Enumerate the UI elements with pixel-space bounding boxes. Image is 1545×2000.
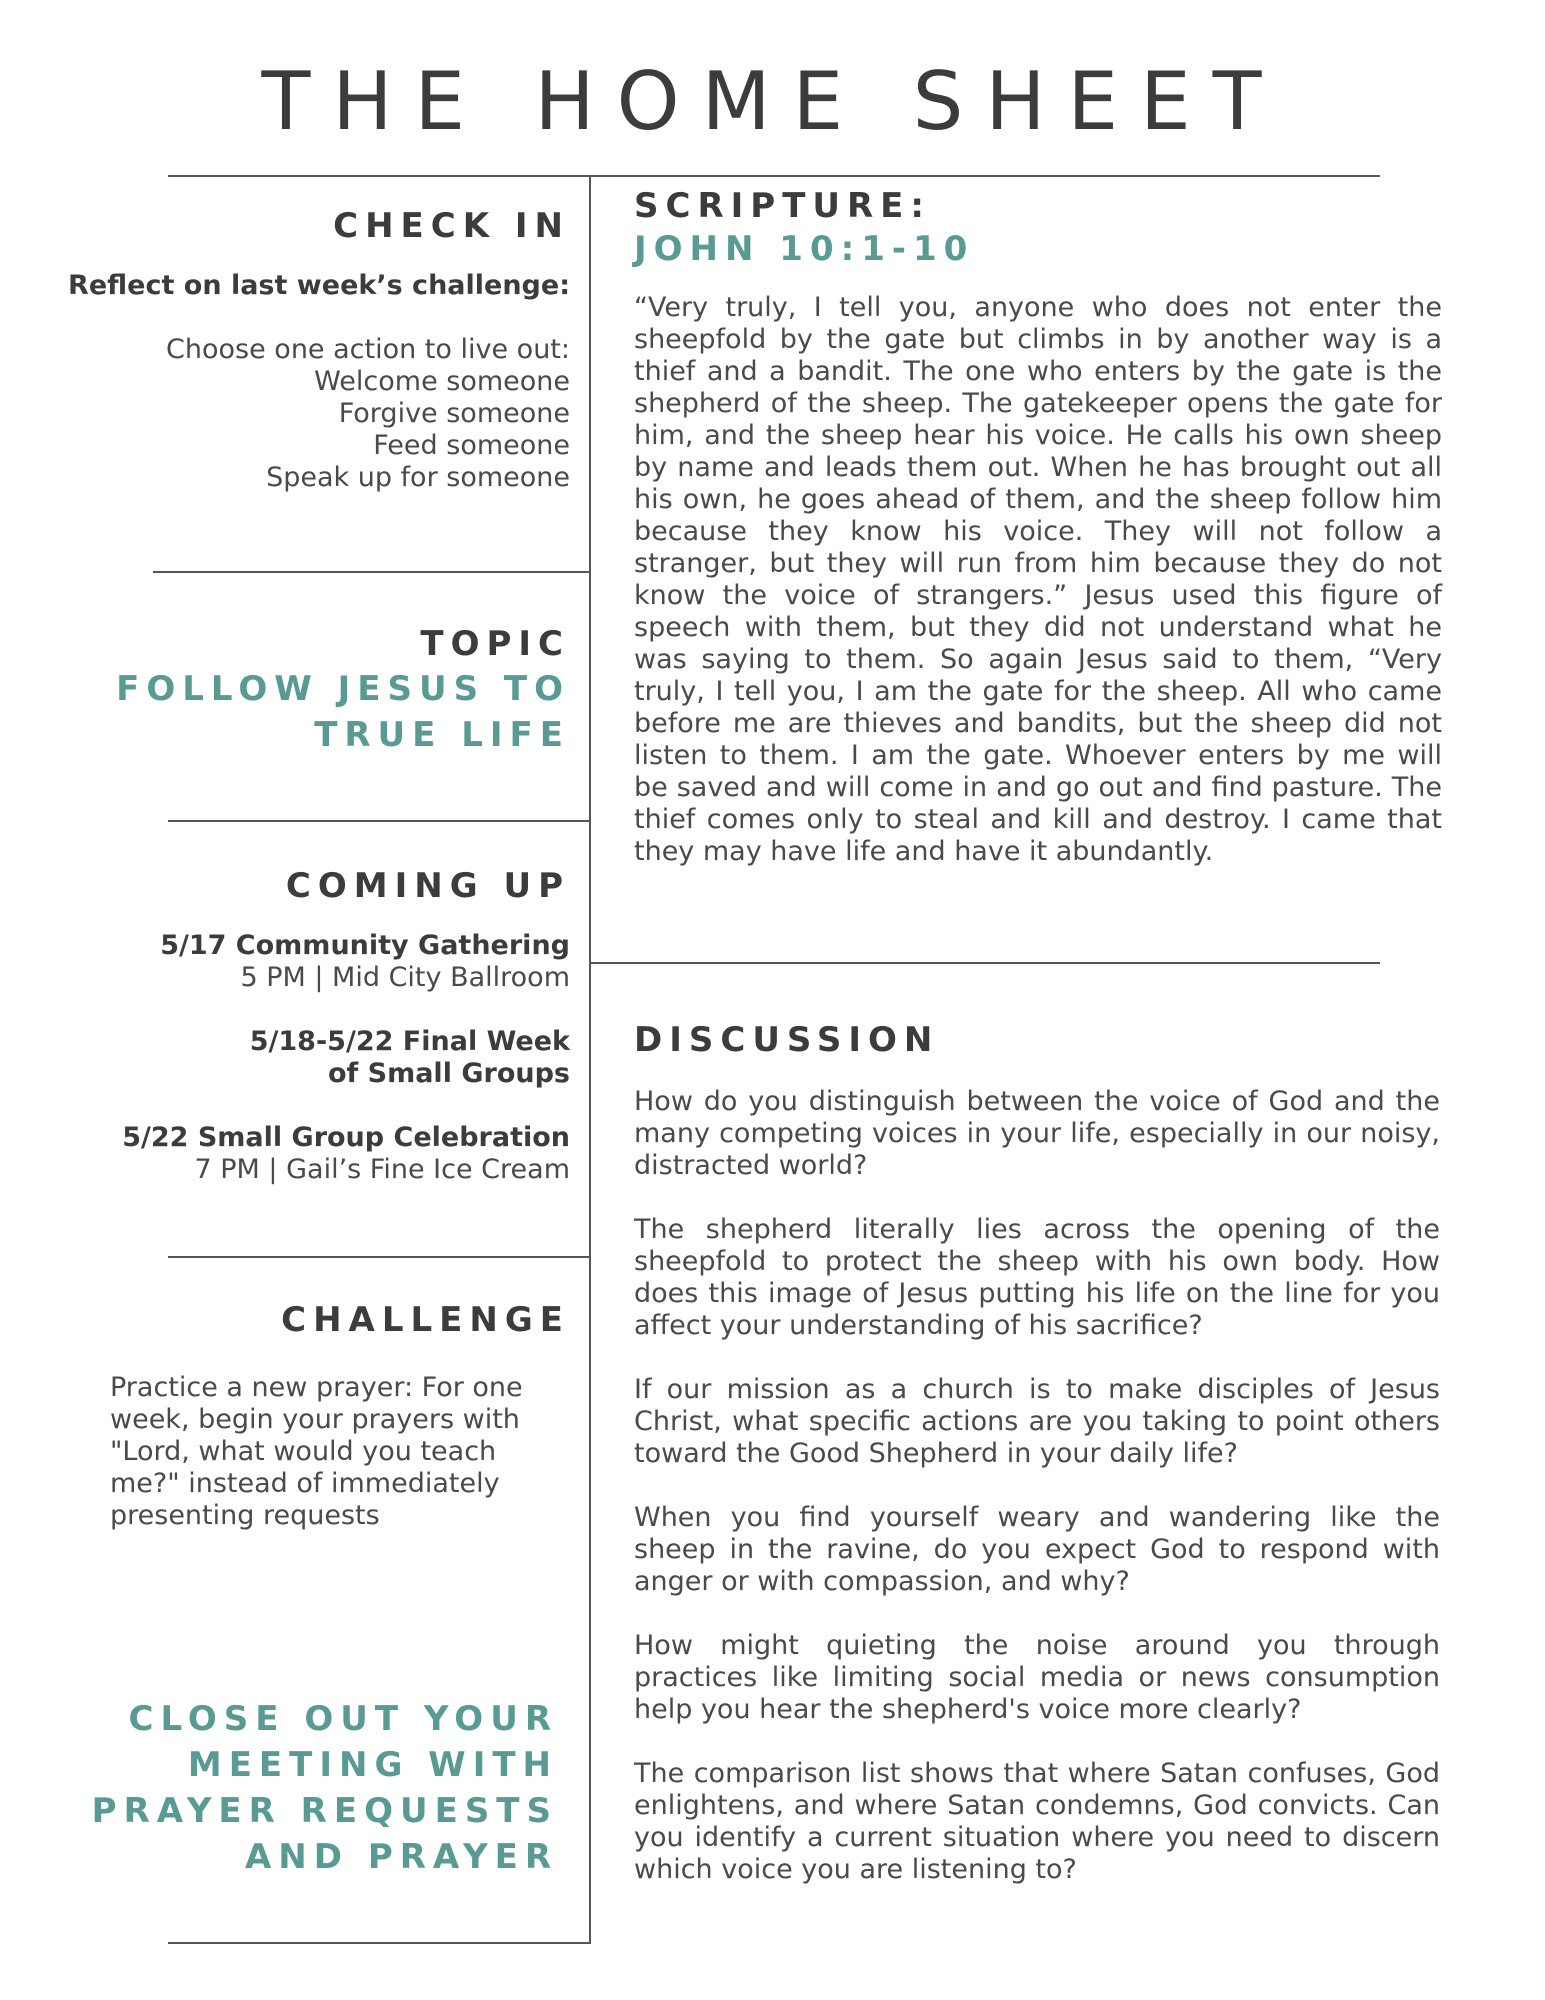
check-in-action: Speak up for someone (266, 462, 570, 493)
event-title: 5/22 Small Group Celebration (122, 1122, 570, 1153)
event-item (60, 1122, 570, 1186)
check-in-section (60, 204, 570, 494)
challenge-heading: CHALLENGE (281, 1300, 570, 1340)
page-title: THE HOME SHEET (261, 55, 1284, 148)
divider-topic-comingup (168, 820, 589, 822)
event-detail: 5 PM | Mid City Ballroom (240, 962, 570, 993)
discussion-question: The comparison list shows that where Satan confuses, God enlightens, and where Satan condemns, God convicts. Can you identify a current situation where you need to discern which voice you are listening to? (634, 1758, 1440, 1885)
check-in-choose: Choose one action to live out: (166, 334, 570, 365)
discussion-section (634, 1018, 1440, 1886)
divider-scripture-discussion (590, 962, 1380, 964)
discussion-question: The shepherd literally lies across the opening of the sheepfold to protect the sheep with his own body. How does this image of Jesus putting his life on the line for you affect your understanding of his sacrifice? (634, 1214, 1440, 1341)
center-divider (589, 176, 591, 1944)
scripture-heading: SCRIPTURE: (634, 186, 931, 226)
discussion-question: How do you distinguish between the voice of God and the many competing voices in your life, especially in our noisy, distracted world? (634, 1086, 1440, 1181)
close-out-section (60, 1696, 558, 1880)
topic-heading: TOPIC (420, 624, 570, 664)
check-in-reflect: Reflect on last week’s challenge: (68, 270, 570, 301)
coming-up-heading: COMING UP (285, 866, 570, 906)
discussion-question: When you find yourself weary and wandering like the sheep in the ravine, do you expect God to respond with anger or with compassion, and why? (634, 1502, 1440, 1597)
topic-title-line: TRUE LIFE (314, 715, 570, 755)
check-in-action: Feed someone (373, 430, 570, 461)
check-in-action: Welcome someone (314, 366, 570, 397)
scripture-text: “Very truly, I tell you, anyone who does not enter the sheepfold by the gate but climbs in by another way is a thief and a bandit. The one who enters by the gate is the shepherd of the sheep. The gatekeeper opens the gate for him, and the sheep hear his voice. He calls his own sheep by name and leads them out. When he has brought out all his own, he goes ahead of them, and the sheep follow him because they know his voice. They will not follow a stranger, but they will run from him because they do not know the voice of strangers.” Jesus used this figure of speech with them, but they did not understand what he was saying to them. So again Jesus said to them, “Very truly, I tell you, I am the gate for the sheep. All who came before me are thieves and bandits, but the sheep did not listen to them. I am the gate. Whoever enters by me will be saved and will come in and go out and find pasture. The thief comes only to steal and kill and destroy. I came that they may have life and have it abundantly. (634, 292, 1442, 867)
coming-up-section (60, 864, 570, 1186)
scripture-reference: JOHN 10:1-10 (634, 229, 975, 269)
divider-comingup-challenge (168, 1256, 589, 1258)
discussion-question: If our mission as a church is to make disciples of Jesus Christ, what specific actions are you taking to point others toward the Good Shepherd in your daily life? (634, 1374, 1440, 1469)
event-title: of Small Groups (327, 1058, 570, 1089)
discussion-heading: DISCUSSION (634, 1020, 940, 1060)
topic-title-line: FOLLOW JESUS TO (116, 669, 570, 709)
event-title: 5/17 Community Gathering (160, 930, 570, 961)
divider-bottom-left (168, 1942, 589, 1944)
close-out-line: AND PRAYER (244, 1837, 558, 1877)
close-out-line: CLOSE OUT YOUR (128, 1699, 558, 1739)
topic-section (60, 622, 570, 758)
discussion-question: How might quieting the noise around you through practices like limiting social media or news consumption help you hear the shepherd's voice more clearly? (634, 1630, 1440, 1725)
check-in-heading: CHECK IN (333, 206, 570, 246)
close-out-line: MEETING WITH (187, 1745, 558, 1785)
scripture-section (634, 184, 1442, 868)
close-out-line: PRAYER REQUESTS (91, 1791, 558, 1831)
divider-checkin-topic (153, 571, 589, 573)
event-detail: 7 PM | Gail’s Fine Ice Cream (194, 1154, 570, 1185)
event-item (60, 930, 570, 994)
check-in-action: Forgive someone (338, 398, 570, 429)
event-title: 5/18-5/22 Final Week (249, 1026, 570, 1057)
event-item (60, 1026, 570, 1090)
top-divider (168, 175, 1380, 177)
challenge-text: Practice a new prayer: For one week, begin your prayers with "Lord, what would you teach me?" instead of immediately presenting requests (110, 1372, 523, 1531)
